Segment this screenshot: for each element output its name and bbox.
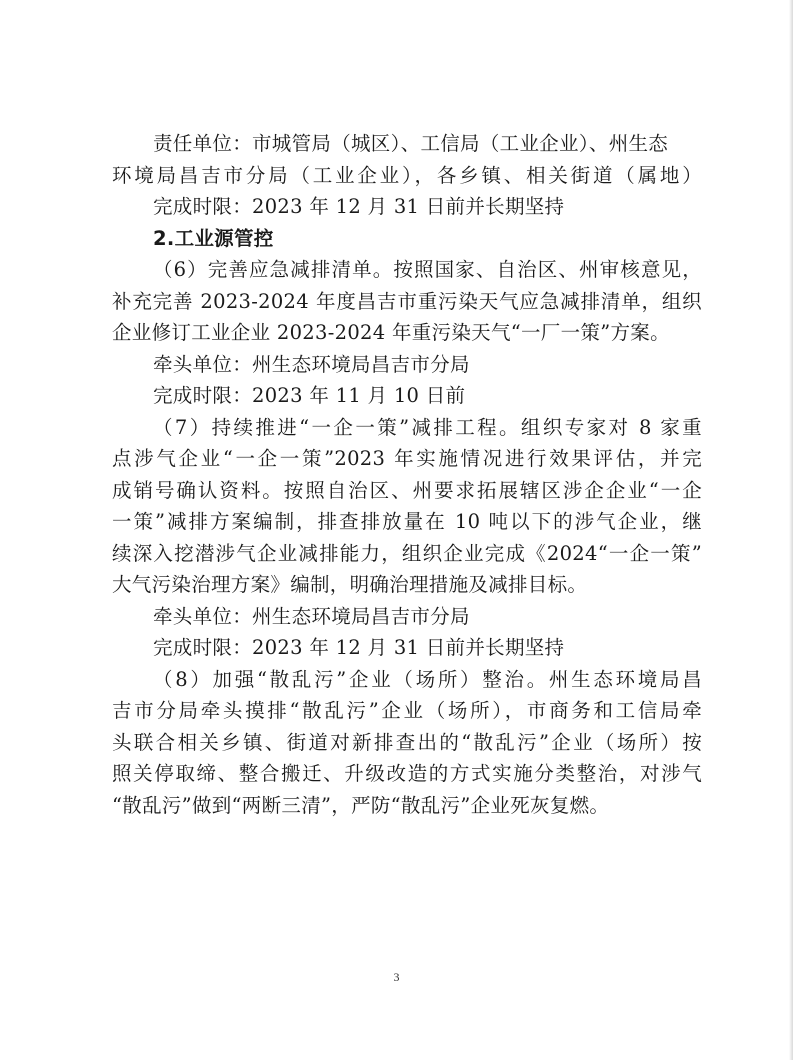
text-line-responsible-2: 环境局昌吉市分局（工业企业），各乡镇、相关街道（属地） [112,163,702,187]
text-line-item7-4: 一策”减排方案编制，排查排放量在 10 吨以下的涉气企业，继 [112,510,702,533]
text-line-item8-3: 头联合相关乡镇、街道对新排查出的“散乱污”企业（场所）按 [112,730,702,754]
scan-edge [789,0,793,1060]
document-body [112,128,702,821]
section-heading-industrial: 2.工业源管控 [153,226,274,250]
page-number: 3 [393,970,400,984]
text-line-deadline-3: 完成时限：2023 年 12 月 31 日前并长期坚持 [153,636,565,659]
text-line-item8-5: “散乱污”做到“两断三清”，严防“散乱污”企业死灰复燃。 [112,793,610,817]
text-line-item6-3: 企业修订工业企业 2023-2024 年重污染天气“一厂一策”方案。 [112,321,670,344]
text-line-lead-unit-1: 牵头单位：州生态环境局昌吉市分局 [153,352,470,376]
text-line-item6-2: 补充完善 2023-2024 年度昌吉市重污染天气应急减排清单，组织 [112,289,702,313]
text-line-item7-6: 大气污染治理方案》编制，明确治理措施及减排目标。 [112,573,588,596]
text-line-lead-unit-2: 牵头单位：州生态环境局昌吉市分局 [153,604,470,628]
text-line-item7-1: （7）持续推进“一企一策”减排工程。组织专家对 8 家重 [153,415,702,439]
text-line-responsible-1: 责任单位：市城管局（城区）、工信局（工业企业）、州生态 [153,132,669,155]
text-line-item6-1: （6）完善应急减排清单。按照国家、自治区、州审核意见， [153,258,702,281]
text-line-item8-2: 吉市分局牵头摸排“散乱污”企业（场所），市商务和工信局牵 [112,699,702,722]
text-line-item7-3: 成销号确认资料。按照自治区、州要求拓展辖区涉企企业“一企 [112,478,702,502]
text-line-deadline-2: 完成时限：2023 年 11 月 10 日前 [153,384,466,407]
text-line-item7-5: 续深入挖潜涉气企业减排能力，组织企业完成《2024“一企一策” [112,541,702,565]
text-line-item7-2: 点涉气企业“一企一策”2023 年实施情况进行效果评估，并完 [112,447,702,470]
text-line-deadline-1: 完成时限：2023 年 12 月 31 日前并长期坚持 [153,195,565,218]
text-line-item8-1: （8）加强“散乱污”企业（场所）整治。州生态环境局昌 [153,667,702,691]
text-line-item8-4: 照关停取缔、整合搬迁、升级改造的方式实施分类整治，对涉气 [112,762,702,785]
